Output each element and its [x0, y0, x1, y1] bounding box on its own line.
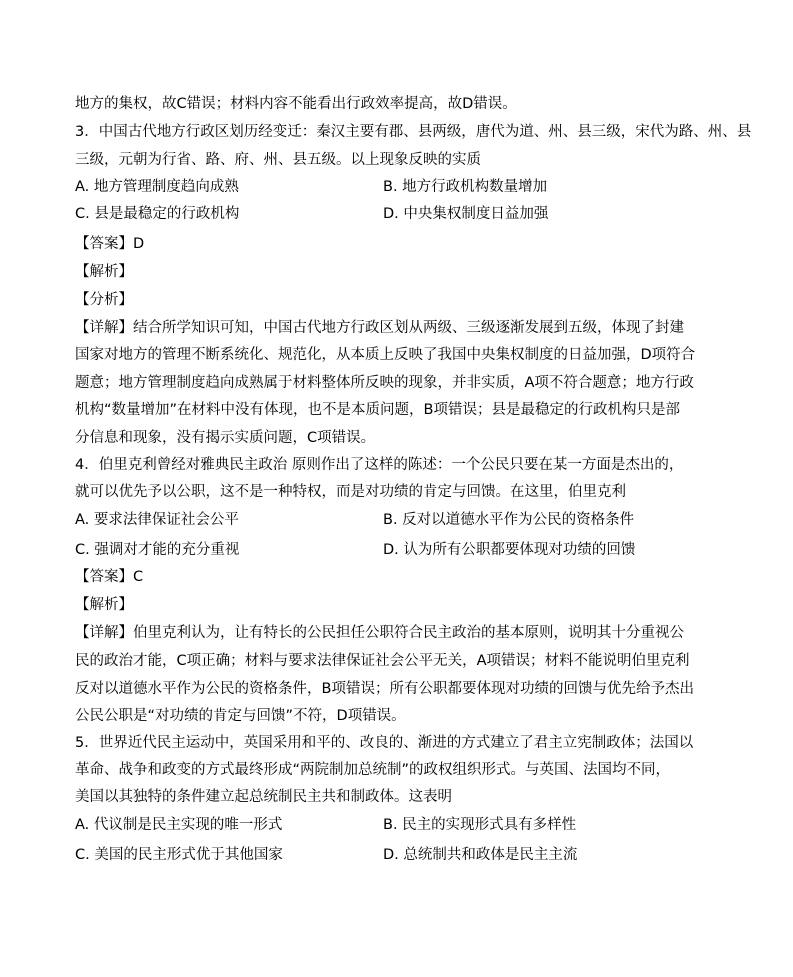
- q3-stem-line-1: 3．中国古代地方行政区划历经变迁：秦汉主要有郡、县两级，唐代为道、州、县三级，宋代为路、州、县: [75, 124, 752, 140]
- q4-option-c: C. 强调对才能的充分重视: [75, 542, 240, 558]
- q3-detail-line-1: 【详解】结合所学知识可知，中国古代地方行政区划从两级、三级逐渐发展到五级，体现了封建: [75, 320, 684, 336]
- q3-stem-line-2: 三级，元朝为行省、路、府、州、县五级。以上现象反映的实质: [75, 152, 481, 168]
- q5-stem-line-3: 美国以其独特的条件建立起总统制民主共和制政体。这表明: [75, 789, 452, 805]
- q3-option-d: D. 中央集权制度日益加强: [383, 206, 549, 222]
- q3-option-c: C. 县是最稳定的行政机构: [75, 206, 240, 222]
- q5-option-b: B. 民主的实现形式具有多样性: [383, 817, 577, 833]
- q4-detail-line-3: 反对以道德水平作为公民的资格条件，B项错误；所有公职都要体现对功绩的回馈与优先给予杰出: [75, 681, 694, 697]
- q3-detail-line-5: 分信息和现象，没有揭示实质问题，C项错误。: [75, 430, 376, 446]
- q3-fenxi-heading: 【分析】: [75, 292, 133, 308]
- carry-over-text: 地方的集权，故C错误；材料内容不能看出行政效率提高，故D错误。: [75, 96, 517, 112]
- q4-stem-line-2: 就可以优先予以公职，这不是一种特权，而是对功绩的肯定与回馈。在这里，伯里克利: [75, 484, 626, 500]
- q4-option-a: A. 要求法律保证社会公平: [75, 512, 239, 528]
- q4-detail-line-4: 公民公职是“对功绩的肯定与回馈”不符，D项错误。: [75, 708, 406, 724]
- q5-option-a: A. 代议制是民主实现的唯一形式: [75, 817, 283, 833]
- q4-detail-line-1: 【详解】伯里克利认为，让有特长的公民担任公职符合民主政治的基本原则，说明其十分重视公: [75, 625, 684, 641]
- q4-detail-line-2: 民的政治才能，C项正确；材料与要求法律保证社会公平无关，A项错误；材料不能说明伯里克利: [75, 653, 690, 669]
- q3-detail-line-2: 国家对地方的管理不断系统化、规范化，从本质上反映了我国中央集权制度的日益加强，D项符合: [75, 347, 696, 363]
- q3-option-b: B. 地方行政机构数量增加: [383, 179, 548, 195]
- q3-detail-line-3: 题意；地方管理制度趋向成熟属于材料整体所反映的现象，并非实质，A项不符合题意；地方行政: [75, 375, 694, 391]
- q5-stem-line-1: 5．世界近代民主运动中，英国采用和平的、改良的、渐进的方式建立了君主立宪制政体；法国以: [75, 735, 694, 751]
- q3-detail-line-4: 机构“数量增加”在材料中没有体现，也不是本质问题，B项错误；县是最稳定的行政机构只是部: [75, 402, 680, 418]
- q4-option-d: D. 认为所有公职都要体现对功绩的回馈: [383, 542, 636, 558]
- q4-analysis-heading: 【解析】: [75, 597, 133, 613]
- q4-option-b: B. 反对以道德水平作为公民的资格条件: [383, 512, 635, 528]
- q5-stem-line-2: 革命、战争和政变的方式最终形成“两院制加总统制”的政权组织形式。与英国、法国均不同，: [75, 762, 671, 778]
- q4-answer: 【答案】C: [75, 569, 144, 585]
- q4-stem-line-1: 4．伯里克利曾经对雅典民主政治 原则作出了这样的陈述：一个公民只要在某一方面是杰出的，: [75, 457, 684, 473]
- q5-option-c: C. 美国的民主形式优于其他国家: [75, 847, 283, 863]
- q5-option-d: D. 总统制共和政体是民主主流: [383, 847, 578, 863]
- q3-analysis-heading: 【解析】: [75, 264, 133, 280]
- q3-answer: 【答案】D: [75, 236, 145, 252]
- q3-option-a: A. 地方管理制度趋向成熟: [75, 179, 239, 195]
